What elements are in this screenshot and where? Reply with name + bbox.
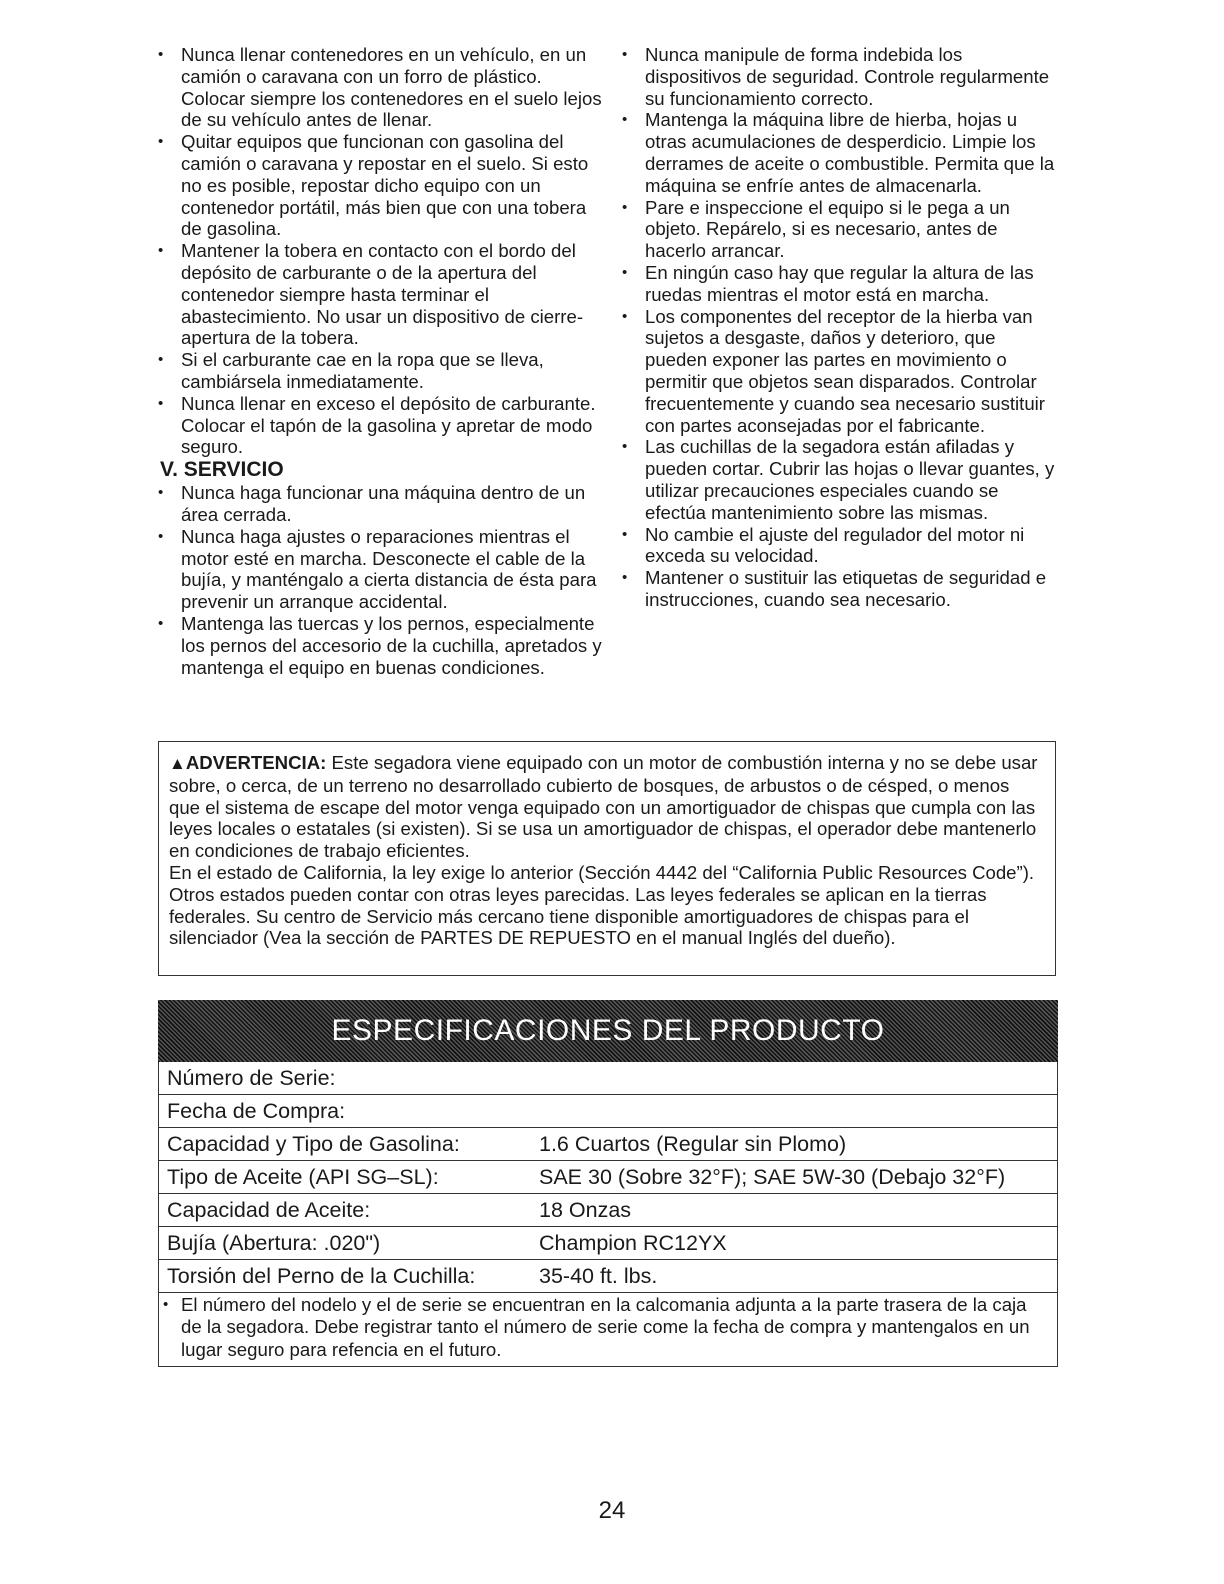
list-item: • Si el carburante cae en la ropa que se lleva, cambiársela inmediatamente.	[158, 349, 608, 393]
table-row	[158, 1194, 1058, 1227]
product-specifications-table	[158, 1000, 1058, 1367]
list-item: • En ningún caso hay que regular la altura de las ruedas mientras el motor está en marcha.	[622, 262, 1062, 306]
spec-value: Champion RC12YX	[539, 1230, 727, 1255]
list-item: • El número del nodelo y el de serie se encuentran en la calcomania adjunta a la parte trasera de la caja de la segadora. Debe registrar tanto el número de serie come la fecha de compra y mantengalos en un lugar seguro para refencia en el futuro.	[163, 1294, 1049, 1361]
list-item: • Nunca manipule de forma indebida los dispositivos de seguridad. Controle regularmente su funcionamiento correcto.	[622, 44, 1062, 109]
list-item: • No cambie el ajuste del regulador del motor ni exceda su velocidad.	[622, 524, 1062, 568]
spec-value: 35-40 ft. lbs.	[539, 1263, 658, 1288]
section-heading-servicio: V. SERVICIO	[160, 458, 284, 482]
spec-label: Bujía (Abertura: .020")	[167, 1230, 381, 1255]
warning-triangle-icon: ▲	[169, 754, 186, 773]
servicio-list	[158, 482, 608, 678]
warning-box	[158, 741, 1056, 976]
list-item: • Nunca haga ajustes o reparaciones mientras el motor esté en marcha. Desconecte el cable de la bujía, y manténgalo a cierta distancia de ésta para prevenir un arranque accidental.	[158, 526, 608, 613]
warning-paragraph	[169, 752, 1045, 862]
warning-label: ADVERTENCIA:	[185, 752, 327, 773]
spec-value: 1.6 Cuartos (Regular sin Plomo)	[539, 1131, 847, 1156]
list-item: • Las cuchillas de la segadora están afiladas y pueden cortar. Cubrir las hojas o llevar guantes, y utilizar precauciones especiales cuando se efectúa mantenimiento sobre las mismas.	[622, 436, 1062, 523]
list-item: • Los componentes del receptor de la hierba van sujetos a desgaste, daños y deterioro, que pueden exponer las partes en movimiento o permitir que objetos sean disparados. Controlar frecuentemente y cuando sea necesario sustituir con partes aconsejadas por el fabricante.	[622, 306, 1062, 437]
warning-text: Este segadora viene equipado con un motor de combustión interna y no se debe usar sobre, o cerca, de un terreno no desarrollado cubierto de bosques, de arbustos o de césped, o menos que el sistema de escape del motor venga equipado con un amortiguador de chispas que cumpla con las leyes locales o estatales (si existen). Si se usa un amortiguador de chispas, el operador debe mantenerlo en condiciones de trabajo eficientes.	[169, 752, 1038, 862]
spec-label: Tipo de Aceite (API SG–SL):	[167, 1164, 439, 1189]
list-item: • Mantener o sustituir las etiquetas de seguridad e instrucciones, cuando sea necesario.	[622, 567, 1062, 611]
specifications-note	[158, 1293, 1058, 1367]
list-item: • Mantener la tobera en contacto con el bordo del depósito de carburante o de la apertura del contenedor siempre hasta terminar el abastecimiento. No usar un dispositivo de cierre-apertura de la tobera.	[158, 240, 608, 349]
list-item: • Nunca llenar contenedores en un vehículo, en un camión o caravana con un forro de plástico. Colocar siempre los contenedores en el suelo lejos de su vehículo antes de llenar.	[158, 44, 608, 131]
table-row	[158, 1227, 1058, 1260]
right-column	[622, 44, 1062, 611]
spec-value: 18 Onzas	[539, 1197, 632, 1222]
table-row	[158, 1161, 1058, 1194]
spec-label: Capacidad y Tipo de Gasolina:	[167, 1131, 460, 1156]
page-number: 24	[598, 1497, 626, 1524]
left-column	[158, 44, 608, 678]
maintenance-safety-list	[622, 44, 1062, 611]
list-item: • Nunca llenar en exceso el depósito de carburante. Colocar el tapón de la gasolina y apretar de modo seguro.	[158, 393, 608, 458]
spec-label: Fecha de Compra:	[167, 1098, 346, 1123]
table-row	[158, 1128, 1058, 1161]
spec-label: Torsión del Perno de la Cuchilla:	[167, 1263, 476, 1288]
list-item: • Mantenga las tuercas y los pernos, especialmente los pernos del accesorio de la cuchilla, apretados y mantenga el equipo en buenas condiciones.	[158, 613, 608, 678]
list-item: • Pare e inspeccione el equipo si le pega a un objeto. Repárelo, si es necesario, antes de hacerlo arrancar.	[622, 197, 1062, 262]
table-row	[158, 1062, 1058, 1095]
list-item: • Nunca haga funcionar una máquina dentro de un área cerrada.	[158, 482, 608, 526]
specifications-title: ESPECIFICACIONES DEL PRODUCTO	[158, 1000, 1058, 1062]
list-item: • Mantenga la máquina libre de hierba, hojas u otras acumulaciones de desperdicio. Limpie los derrames de aceite o combustible. Permita que la máquina se enfríe antes de almacenarla.	[622, 109, 1062, 196]
list-item: • Quitar equipos que funcionan con gasolina del camión o caravana y repostar en el suelo. Si esto no es posible, repostar dicho equipo con un contenedor portátil, más bien que con una tobera de gasolina.	[158, 131, 608, 240]
table-row	[158, 1095, 1058, 1128]
fueling-safety-list	[158, 44, 608, 458]
spec-label: Capacidad de Aceite:	[167, 1197, 371, 1222]
warning-paragraph-california: En el estado de California, la ley exige lo anterior (Sección 4442 del “California Public Resources Code”). Otros estados pueden contar con otras leyes parecidas. Las leyes federales se aplican en la tierras federales. Su centro de Servicio más cercano tiene disponible amortiguadores de chispas para el silenciador (Vea la sección de PARTES DE REPUESTO en el manual Inglés del dueño).	[169, 861, 1035, 949]
spec-value: SAE 30 (Sobre 32°F); SAE 5W-30 (Debajo 32°F)	[539, 1164, 1006, 1189]
spec-label: Número de Serie:	[167, 1065, 336, 1090]
table-row	[158, 1260, 1058, 1293]
